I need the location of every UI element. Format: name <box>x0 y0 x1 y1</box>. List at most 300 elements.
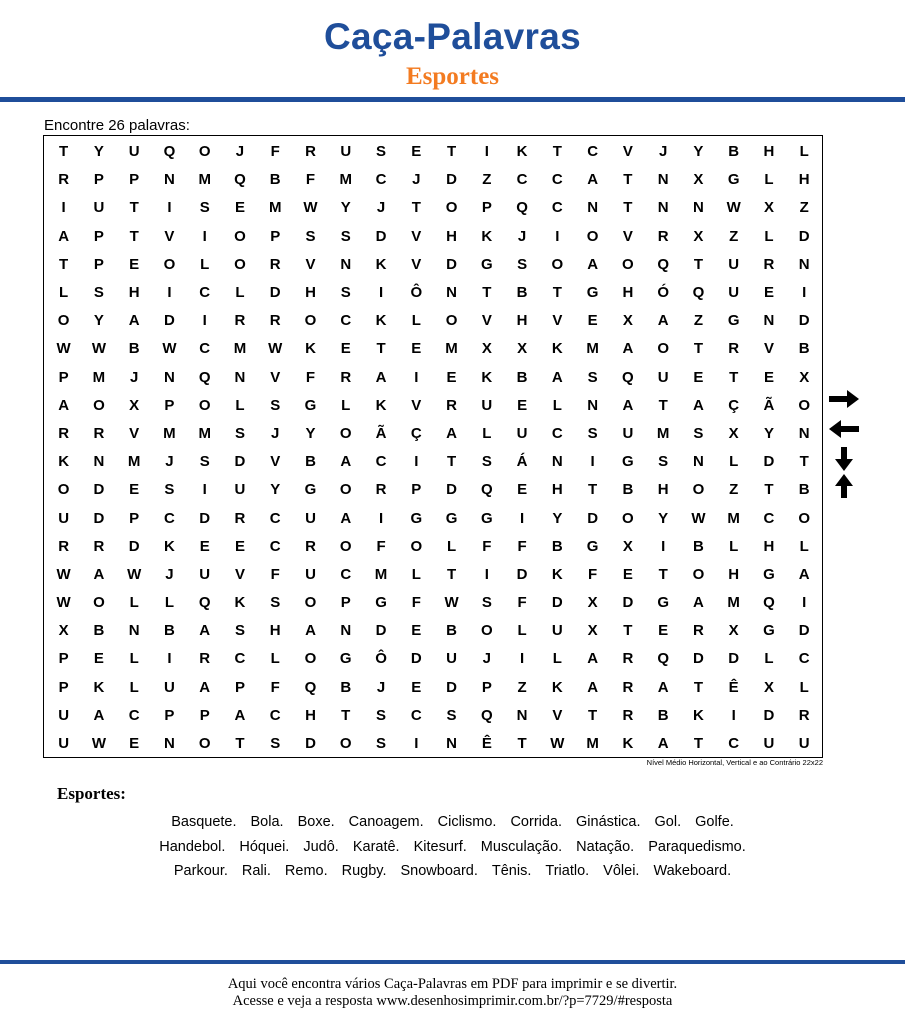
word-list-item: Gol. <box>654 814 682 830</box>
grid-cell: R <box>622 650 634 668</box>
grid-cell: K <box>551 565 563 583</box>
grid-cell: B <box>728 143 740 161</box>
grid-cell: F <box>270 678 280 696</box>
grid-cell: K <box>375 312 387 330</box>
grid-cell: L <box>235 396 245 414</box>
grid-cell: X <box>481 340 492 358</box>
grid-cell: V <box>552 706 563 724</box>
grid-cell: N <box>93 453 105 471</box>
grid-cell: D <box>798 312 810 330</box>
grid-cell: I <box>202 312 207 330</box>
grid-row <box>46 589 822 617</box>
grid-cell: H <box>728 565 740 583</box>
grid-cell: S <box>481 594 492 612</box>
grid-cell: C <box>551 171 563 189</box>
grid-cell: H <box>551 481 563 499</box>
grid-cell: E <box>234 537 245 555</box>
grid-row <box>46 194 822 222</box>
grid-cell: W <box>56 594 71 612</box>
grid-row <box>46 335 822 363</box>
grid-cell: B <box>305 453 316 471</box>
grid-cell: C <box>763 509 775 527</box>
grid-row <box>46 561 822 589</box>
grid-cell: K <box>551 340 563 358</box>
grid-cell: A <box>551 368 563 386</box>
grid-cell: I <box>520 509 525 527</box>
grid-cell: R <box>446 396 457 414</box>
grid-cell: D <box>269 284 281 302</box>
grid-cell: D <box>763 453 775 471</box>
grid-cell: B <box>93 622 105 640</box>
word-list-line <box>0 810 905 835</box>
grid-cell: U <box>305 565 316 583</box>
grid-cell: T <box>693 255 703 273</box>
grid-cell: V <box>305 255 316 273</box>
grid-cell: Y <box>270 481 281 499</box>
grid-cell: P <box>340 594 351 612</box>
word-list-item: Karatê. <box>352 838 400 855</box>
grid-cell: U <box>340 143 352 161</box>
grid-cell: T <box>446 143 457 161</box>
grid-row <box>46 420 822 448</box>
grid-cell: Q <box>198 594 211 612</box>
grid-cell: E <box>234 199 245 217</box>
grid-cell: H <box>798 171 810 189</box>
grid-cell: F <box>270 565 280 583</box>
word-list-heading: Esportes: <box>57 784 126 803</box>
grid-cell: I <box>378 284 384 302</box>
grid-cell: N <box>692 453 704 471</box>
grid-cell: K <box>692 706 704 724</box>
grid-cell: T <box>764 481 774 499</box>
grid-cell: E <box>93 650 104 668</box>
grid-cell: Á <box>516 453 528 471</box>
grid-cell: A <box>58 227 70 245</box>
grid-cell: A <box>587 650 599 668</box>
grid-cell: E <box>411 340 422 358</box>
grid-cell: T <box>552 143 562 161</box>
grid-cell: W <box>56 340 71 358</box>
word-list-item: Ciclismo. <box>437 814 497 830</box>
grid-cell: V <box>164 227 175 245</box>
grid-cell: V <box>270 453 281 471</box>
word-list-item: Handebol. <box>159 838 226 855</box>
grid-cell: L <box>764 171 774 189</box>
grid-cell: E <box>622 565 633 583</box>
grid-cell: A <box>340 453 352 471</box>
grid-cell: T <box>623 199 633 217</box>
grid-cell: U <box>763 735 775 753</box>
grid-row <box>46 645 822 673</box>
grid-cell: A <box>93 565 105 583</box>
grid-cell: Q <box>516 199 528 217</box>
grid-cell: W <box>550 735 565 753</box>
grid-cell: T <box>588 481 598 499</box>
grid-cell: I <box>167 199 172 217</box>
grid-cell: D <box>128 537 140 555</box>
grid-cell: R <box>234 312 246 330</box>
page-title: Caça-Palavras <box>324 16 581 57</box>
grid-cell: S <box>234 424 245 442</box>
grid-cell: L <box>552 396 562 414</box>
grid-cell: C <box>340 312 352 330</box>
grid-cell: S <box>340 227 351 245</box>
grid-cell: O <box>480 622 493 640</box>
grid-cell: G <box>763 565 775 583</box>
grid-row <box>46 674 822 702</box>
grid-cell: Ê <box>481 735 492 753</box>
grid-cell: C <box>199 340 211 358</box>
grid-cell: I <box>484 565 489 583</box>
grid-cell: Q <box>480 706 493 724</box>
grid-cell: O <box>198 735 211 753</box>
grid-cell: E <box>517 396 528 414</box>
grid-cell: L <box>129 594 139 612</box>
word-list-item: Remo. <box>284 863 328 879</box>
instructions-text: Encontre 26 palavras: <box>44 117 190 134</box>
grid-cell: O <box>198 396 211 414</box>
grid-cell: Q <box>198 368 211 386</box>
grid-cell: I <box>414 735 419 753</box>
grid-cell: C <box>269 537 281 555</box>
grid-cell: Z <box>799 199 809 217</box>
top-divider <box>0 97 905 102</box>
grid-cell: L <box>799 537 809 555</box>
grid-cell: R <box>622 706 634 724</box>
grid-cell: Z <box>693 312 703 330</box>
grid-row <box>46 617 822 645</box>
grid-cell: R <box>58 171 70 189</box>
word-list-line <box>0 859 905 884</box>
grid-cell: M <box>163 424 176 442</box>
grid-cell: K <box>93 678 105 696</box>
grid-cell: A <box>622 340 634 358</box>
grid-cell: T <box>517 735 527 753</box>
grid-cell: U <box>798 735 810 753</box>
grid-cell: J <box>412 171 421 189</box>
grid-cell: O <box>234 227 246 245</box>
grid-cell: T <box>623 622 633 640</box>
grid-cell: R <box>234 509 246 527</box>
grid-cell: W <box>691 509 706 527</box>
word-list-item: Tênis. <box>491 863 532 879</box>
grid-cell: S <box>199 199 210 217</box>
grid-cell: Y <box>305 424 316 442</box>
grid-cell: R <box>93 424 105 442</box>
grid-cell: Q <box>657 255 669 273</box>
grid-cell: M <box>339 171 352 189</box>
grid-cell: L <box>552 650 562 668</box>
grid-cell: D <box>93 509 105 527</box>
grid-cell: D <box>234 453 246 471</box>
grid-cell: S <box>446 706 457 724</box>
grid-cell: X <box>693 171 704 189</box>
grid-cell: D <box>516 565 528 583</box>
grid-cell: H <box>305 706 316 724</box>
grid-cell: L <box>129 650 139 668</box>
grid-cell: K <box>481 227 493 245</box>
grid-cell: X <box>799 368 810 386</box>
grid-cell: G <box>304 481 317 499</box>
grid-cell: O <box>163 255 176 273</box>
grid-cell: E <box>129 735 140 753</box>
grid-cell: J <box>517 227 527 245</box>
grid-cell: L <box>235 284 245 302</box>
grid-cell: Y <box>340 199 351 217</box>
grid-cell: T <box>129 227 139 245</box>
grid-cell: K <box>551 678 563 696</box>
grid-cell: I <box>555 227 560 245</box>
grid-cell: U <box>481 396 493 414</box>
grid-row <box>46 392 822 420</box>
grid-cell: B <box>551 537 563 555</box>
grid-cell: L <box>482 424 492 442</box>
grid-cell: L <box>764 227 774 245</box>
grid-cell: T <box>658 396 668 414</box>
grid-cell: Q <box>622 368 634 386</box>
page-subtitle: Esportes <box>405 63 500 90</box>
grid-cell: M <box>92 368 106 386</box>
grid-cell: Ê <box>728 678 739 696</box>
grid-cell: T <box>446 565 457 583</box>
grid-cell: N <box>587 396 599 414</box>
grid-row <box>46 279 822 307</box>
grid-cell: O <box>586 227 599 245</box>
grid-cell: H <box>516 312 528 330</box>
word-list-item: Canoagem. <box>348 814 424 830</box>
grid-cell: V <box>552 312 563 330</box>
grid-cell: P <box>164 706 175 724</box>
grid-cell: N <box>516 706 528 724</box>
grid-cell: X <box>763 678 774 696</box>
grid-cell: L <box>59 284 69 302</box>
grid-cell: S <box>693 424 704 442</box>
grid-cell: R <box>763 255 775 273</box>
grid-cell: R <box>305 143 316 161</box>
grid-cell: Z <box>729 227 739 245</box>
grid-cell: V <box>411 227 422 245</box>
grid-cell: L <box>411 312 421 330</box>
grid-cell: Q <box>480 481 493 499</box>
grid-cell: A <box>128 312 140 330</box>
grid-cell: K <box>234 594 246 612</box>
grid-cell: C <box>798 650 810 668</box>
grid-cell: O <box>339 424 352 442</box>
grid-row <box>46 504 822 532</box>
grid-cell: N <box>692 199 704 217</box>
grid-cell: P <box>129 171 140 189</box>
grid-cell: Q <box>163 143 176 161</box>
grid-cell: A <box>622 396 634 414</box>
grid-cell: Q <box>234 171 246 189</box>
grid-cell: N <box>446 735 457 753</box>
arrow-left-icon <box>827 418 861 440</box>
word-list-item: Boxe. <box>297 814 335 830</box>
grid-cell: G <box>586 537 599 555</box>
grid-cell: P <box>199 706 210 724</box>
grid-cell: B <box>269 171 281 189</box>
grid-cell: L <box>164 594 175 612</box>
grid-cell: J <box>658 143 668 161</box>
grid-cell: C <box>375 453 387 471</box>
grid-cell: X <box>622 312 633 330</box>
grid-cell: O <box>57 312 70 330</box>
grid-cell: X <box>587 594 598 612</box>
grid-cell: B <box>798 340 810 358</box>
grid-cell: A <box>692 594 704 612</box>
grid-cell: D <box>798 622 810 640</box>
grid-cell: C <box>234 650 246 668</box>
grid-cell: X <box>622 537 633 555</box>
grid-cell: A <box>234 706 246 724</box>
grid-cell: Z <box>517 678 527 696</box>
grid-cell: V <box>270 368 281 386</box>
word-list-item: Judô. <box>303 838 339 855</box>
grid-cell: O <box>622 255 634 273</box>
grid-cell: C <box>340 565 352 583</box>
grid-cell: S <box>164 481 175 499</box>
grid-cell: F <box>305 171 316 189</box>
grid-cell: H <box>763 143 775 161</box>
grid-cell: H <box>446 227 457 245</box>
grid-cell: V <box>481 312 492 330</box>
grid-cell: C <box>375 171 387 189</box>
grid-cell: R <box>93 537 105 555</box>
grid-cell: N <box>234 368 246 386</box>
grid-cell: O <box>93 594 105 612</box>
word-list-item: Golfe. <box>695 814 734 830</box>
grid-row <box>46 307 822 335</box>
grid-cell: D <box>622 594 634 612</box>
grid-cell: O <box>339 481 352 499</box>
grid-cell: T <box>376 340 386 358</box>
grid-cell: O <box>234 255 246 273</box>
grid-cell: B <box>340 678 352 696</box>
grid-row <box>46 730 822 758</box>
word-list-item: Natação. <box>576 838 635 855</box>
grid-cell: R <box>340 368 352 386</box>
grid-cell: S <box>270 594 281 612</box>
word-list-item: Snowboard. <box>400 863 478 879</box>
grid-cell: T <box>693 340 703 358</box>
grid-cell: V <box>763 340 774 358</box>
grid-cell: O <box>798 396 811 414</box>
grid-cell: H <box>269 622 281 640</box>
grid-cell: B <box>446 622 457 640</box>
grid-cell: R <box>58 537 70 555</box>
grid-cell: I <box>378 509 384 527</box>
grid-cell: A <box>798 565 810 583</box>
grid-cell: P <box>129 509 140 527</box>
grid-cell: Y <box>93 312 104 330</box>
grid-cell: A <box>93 706 105 724</box>
grid-cell: O <box>339 537 352 555</box>
grid-cell: I <box>167 650 172 668</box>
grid-cell: A <box>587 678 599 696</box>
grid-cell: Q <box>763 594 775 612</box>
grid-cell: C <box>551 199 563 217</box>
grid-cell: T <box>411 199 421 217</box>
grid-cell: I <box>661 537 666 555</box>
grid-cell: P <box>270 227 281 245</box>
grid-cell: R <box>657 227 669 245</box>
grid-cell: R <box>269 312 281 330</box>
grid-cell: R <box>269 255 281 273</box>
grid-cell: N <box>587 199 599 217</box>
grid-cell: E <box>129 481 140 499</box>
grid-cell: U <box>93 199 105 217</box>
grid-cell: E <box>517 481 528 499</box>
grid-cell: Y <box>552 509 563 527</box>
grid-cell: H <box>305 284 316 302</box>
grid-cell: S <box>234 622 245 640</box>
grid-cell: J <box>165 453 174 471</box>
grid-cell: N <box>657 199 669 217</box>
grid-cell: N <box>551 453 563 471</box>
grid-cell: B <box>798 481 810 499</box>
grid-cell: Ô <box>375 650 387 668</box>
grid-cell: X <box>517 340 528 358</box>
grid-cell: E <box>199 537 210 555</box>
grid-cell: L <box>200 255 210 273</box>
grid-cell: S <box>587 368 598 386</box>
grid-cell: K <box>305 340 316 358</box>
grid-cell: O <box>445 199 458 217</box>
grid-cell: H <box>763 537 775 555</box>
grid-cell: N <box>446 284 457 302</box>
grid-cell: J <box>482 650 491 668</box>
grid-cell: D <box>410 650 422 668</box>
word-list-line <box>0 835 905 860</box>
grid-cell: K <box>164 537 175 555</box>
grid-cell: N <box>657 171 669 189</box>
grid-cell: T <box>446 453 457 471</box>
grid-cell: E <box>658 622 669 640</box>
grid-cell: D <box>93 481 105 499</box>
grid-cell: U <box>551 622 563 640</box>
grid-cell: I <box>590 453 595 471</box>
grid-cell: M <box>198 171 211 189</box>
grid-cell: L <box>764 650 774 668</box>
grid-cell: D <box>375 227 387 245</box>
word-list-item: Parkour. <box>173 863 228 879</box>
grid-cell: M <box>268 199 282 217</box>
grid-cell: M <box>656 424 670 442</box>
grid-cell: I <box>520 650 525 668</box>
grid-cell: N <box>128 622 140 640</box>
grid-cell: E <box>763 284 774 302</box>
grid-cell: G <box>375 594 387 612</box>
grid-cell: G <box>480 509 493 527</box>
grid-cell: P <box>481 678 492 696</box>
grid-cell: N <box>763 312 775 330</box>
grid-cell: E <box>340 340 351 358</box>
grid-cell: G <box>410 509 423 527</box>
grid-cell: G <box>445 509 458 527</box>
grid-row <box>46 448 822 476</box>
grid-cell: S <box>376 706 387 724</box>
grid-cell: M <box>586 340 599 358</box>
grid-cell: A <box>587 171 599 189</box>
grid-cell: U <box>199 565 211 583</box>
grid-cell: Y <box>763 424 774 442</box>
grid-cell: Z <box>482 171 492 189</box>
grid-cell: I <box>802 594 807 612</box>
grid-cell: N <box>798 424 810 442</box>
grid-cell: T <box>59 255 69 273</box>
grid-cell: T <box>693 735 703 753</box>
grid-cell: U <box>164 678 175 696</box>
